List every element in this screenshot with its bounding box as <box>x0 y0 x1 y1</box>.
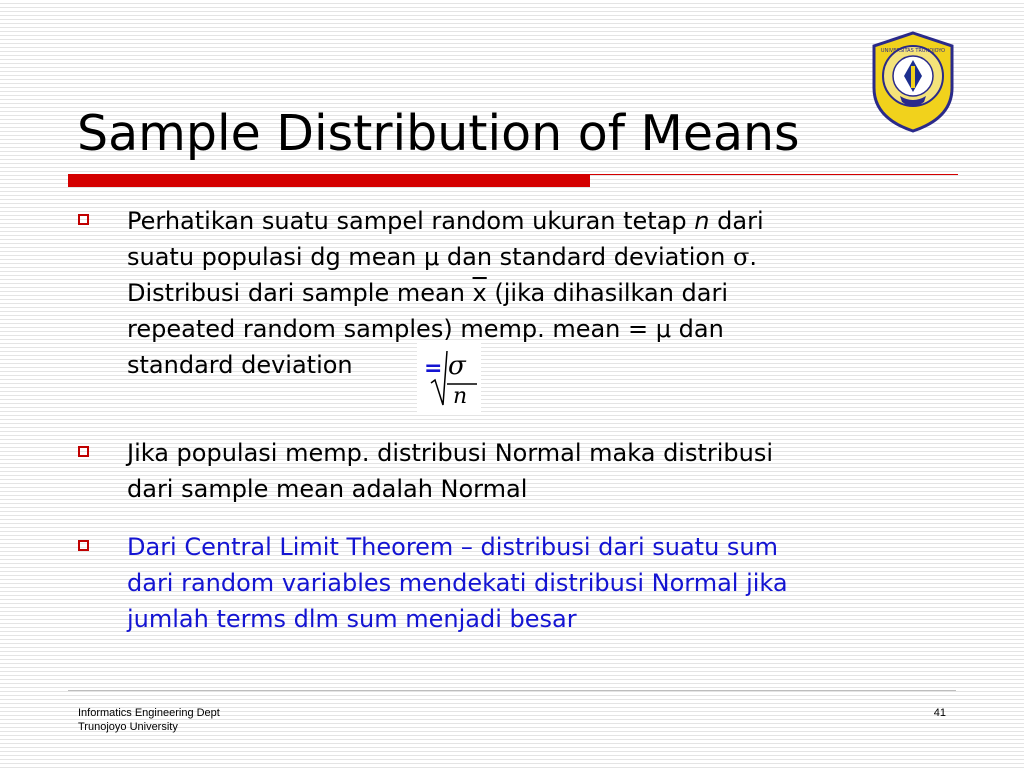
bullet-line: Jika populasi memp. distribusi Normal maka distribusi <box>127 439 774 467</box>
page-number: 41 <box>933 707 946 719</box>
logo-text: UNIVERSITAS TRUNOJOYO <box>880 48 946 54</box>
bullet-item <box>78 435 978 507</box>
bullet-line: Dari Central Limit Theorem – distribusi dari suatu sum <box>127 533 779 561</box>
bullet-line: suatu populasi dg mean μ dan standard deviation σ. <box>127 243 757 271</box>
slide-title: Sample Distribution of Means <box>77 105 800 162</box>
title-underline-thick <box>68 174 590 187</box>
university-seal-icon <box>866 30 960 134</box>
square-bullet-icon <box>78 540 89 551</box>
footer-text <box>78 706 220 734</box>
sigma-symbol: σ <box>732 243 750 271</box>
formula-denominator: n <box>453 384 468 409</box>
bullet-line: Distribusi dari sample mean $\overline{x}$ (jika dihasilkan dari <box>127 279 729 307</box>
variable-n: n <box>694 207 710 235</box>
bullet-line: Perhatikan suatu sampel random ukuran tetap n dari <box>127 207 764 235</box>
bullet-item <box>78 203 978 425</box>
footer-university: Trunojoyo University <box>78 721 178 733</box>
square-bullet-icon <box>78 214 89 225</box>
bullet-list <box>78 203 978 637</box>
footer-divider <box>68 690 956 691</box>
bullet-line: dari random variables mendekati distribusi Normal jika <box>127 569 788 597</box>
std-error-formula <box>417 343 481 415</box>
bullet-line: jumlah terms dlm sum menjadi besar <box>127 605 577 633</box>
title-underline-thin <box>590 174 958 175</box>
footer-dept: Informatics Engineering Dept <box>78 707 220 719</box>
bullet-line: standard deviation <box>127 351 353 379</box>
bullet-item <box>78 529 978 637</box>
formula-equals: = <box>424 356 443 381</box>
bullet-line: repeated random samples) memp. mean = μ dan <box>127 315 724 343</box>
bullet-line: dari sample mean adalah Normal <box>127 475 528 503</box>
square-bullet-icon <box>78 446 89 457</box>
formula-numerator: σ <box>448 351 466 381</box>
x-bar-symbol: $\overline{x}$ <box>472 279 487 307</box>
